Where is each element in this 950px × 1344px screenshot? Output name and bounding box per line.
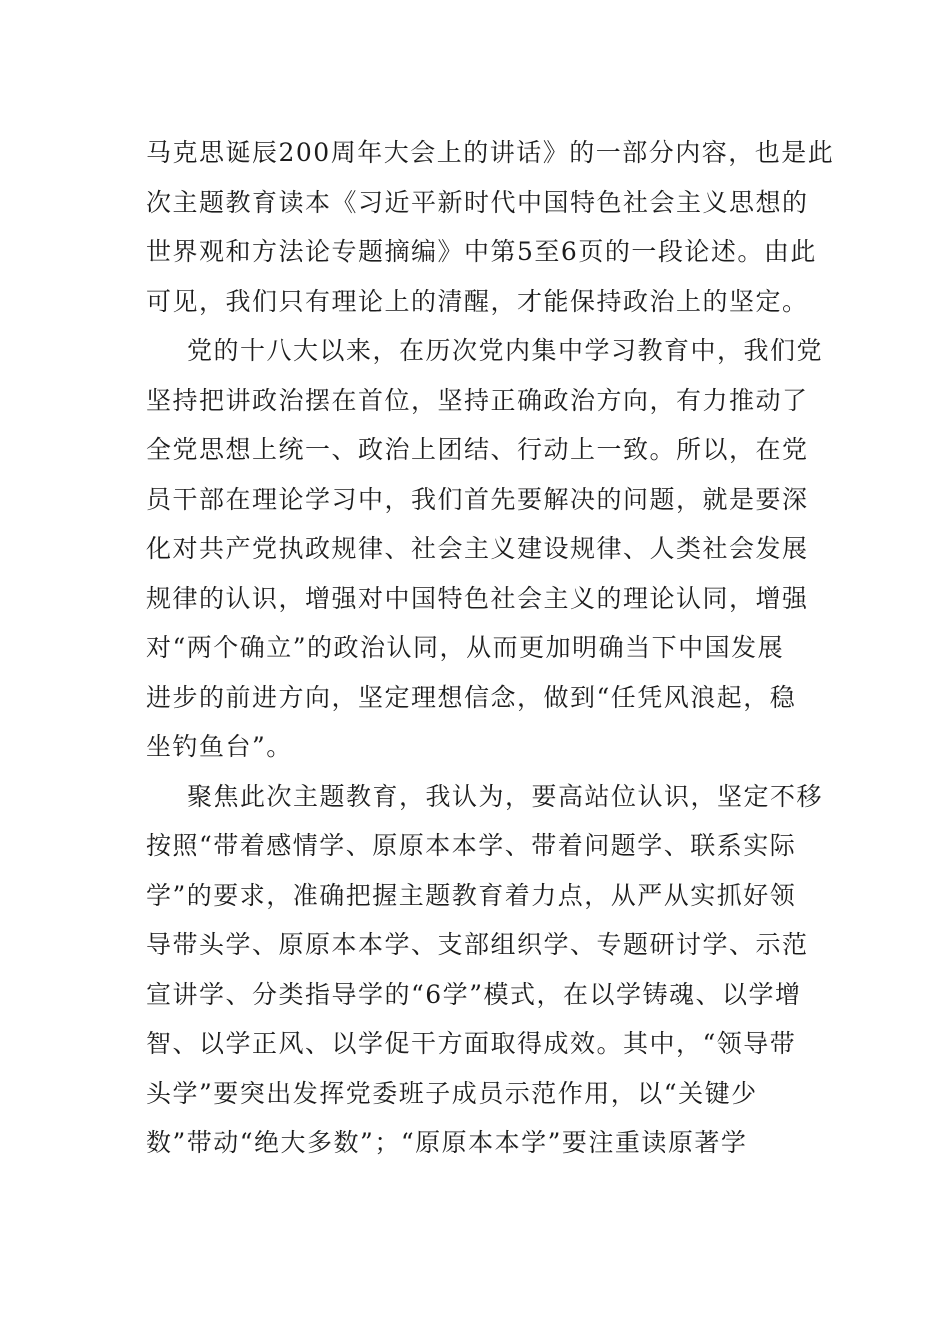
paragraph [146, 128, 835, 326]
text-line: 全党思想上统一、政治上团结、行动上一致。所以，在党 [146, 435, 809, 464]
text-line: 员干部在理论学习中，我们首先要解决的问题，就是要深 [146, 484, 809, 514]
text-line: 导带头学、原原本本学、支部组织学、专题研讨学、示范 [146, 930, 809, 959]
text-line: 聚焦此次主题教育，我认为，要高站位认识，坚定不移 [187, 781, 824, 811]
text-line: 次主题教育读本《习近平新时代中国特色社会主义思想的 [146, 187, 809, 217]
paragraph [146, 772, 824, 1168]
text-line: 头学”要突出发挥党委班子成员示范作用，以“关键少 [146, 1078, 758, 1108]
text-line: 宣讲学、分类指导学的“6学”模式，在以学铸魂、以学增 [146, 979, 802, 1009]
text-line: 智、以学正风、以学促干方面取得成效。其中，“领导带 [146, 1029, 797, 1058]
text-line: 化对共产党执政规律、社会主义建设规律、人类社会发展 [146, 534, 809, 563]
text-line: 坐钓鱼台”。 [146, 732, 293, 761]
text-line: 进步的前进方向，坚定理想信念，做到“任凭风浪起，稳 [146, 682, 797, 712]
text-line: 可见，我们只有理论上的清醒，才能保持政治上的坚定。 [146, 286, 809, 316]
text-line: 世界观和方法论专题摘编》中第5至6页的一段论述。由此 [146, 237, 817, 266]
text-line: 马克思诞辰200周年大会上的讲话》的一部分内容，也是此 [146, 138, 835, 167]
text-line: 学”的要求，准确把握主题教育着力点，从严从实抓好领 [146, 880, 797, 910]
paragraph [146, 326, 824, 772]
text-line: 党的十八大以来，在历次党内集中学习教育中，我们党 [187, 336, 824, 365]
text-line: 对“两个确立”的政治认同，从而更加明确当下中国发展 [146, 633, 785, 662]
text-line: 规律的认识，增强对中国特色社会主义的理论认同，增强 [146, 583, 809, 613]
document-body [146, 128, 835, 1168]
text-line: 按照“带着感情学、原原本本学、带着问题学、联系实际 [146, 831, 797, 860]
text-line: 数”带动“绝大多数”；“原原本本学”要注重读原著学 [146, 1128, 748, 1157]
text-line: 坚持把讲政治摆在首位，坚持正确政治方向，有力推动了 [146, 385, 809, 415]
